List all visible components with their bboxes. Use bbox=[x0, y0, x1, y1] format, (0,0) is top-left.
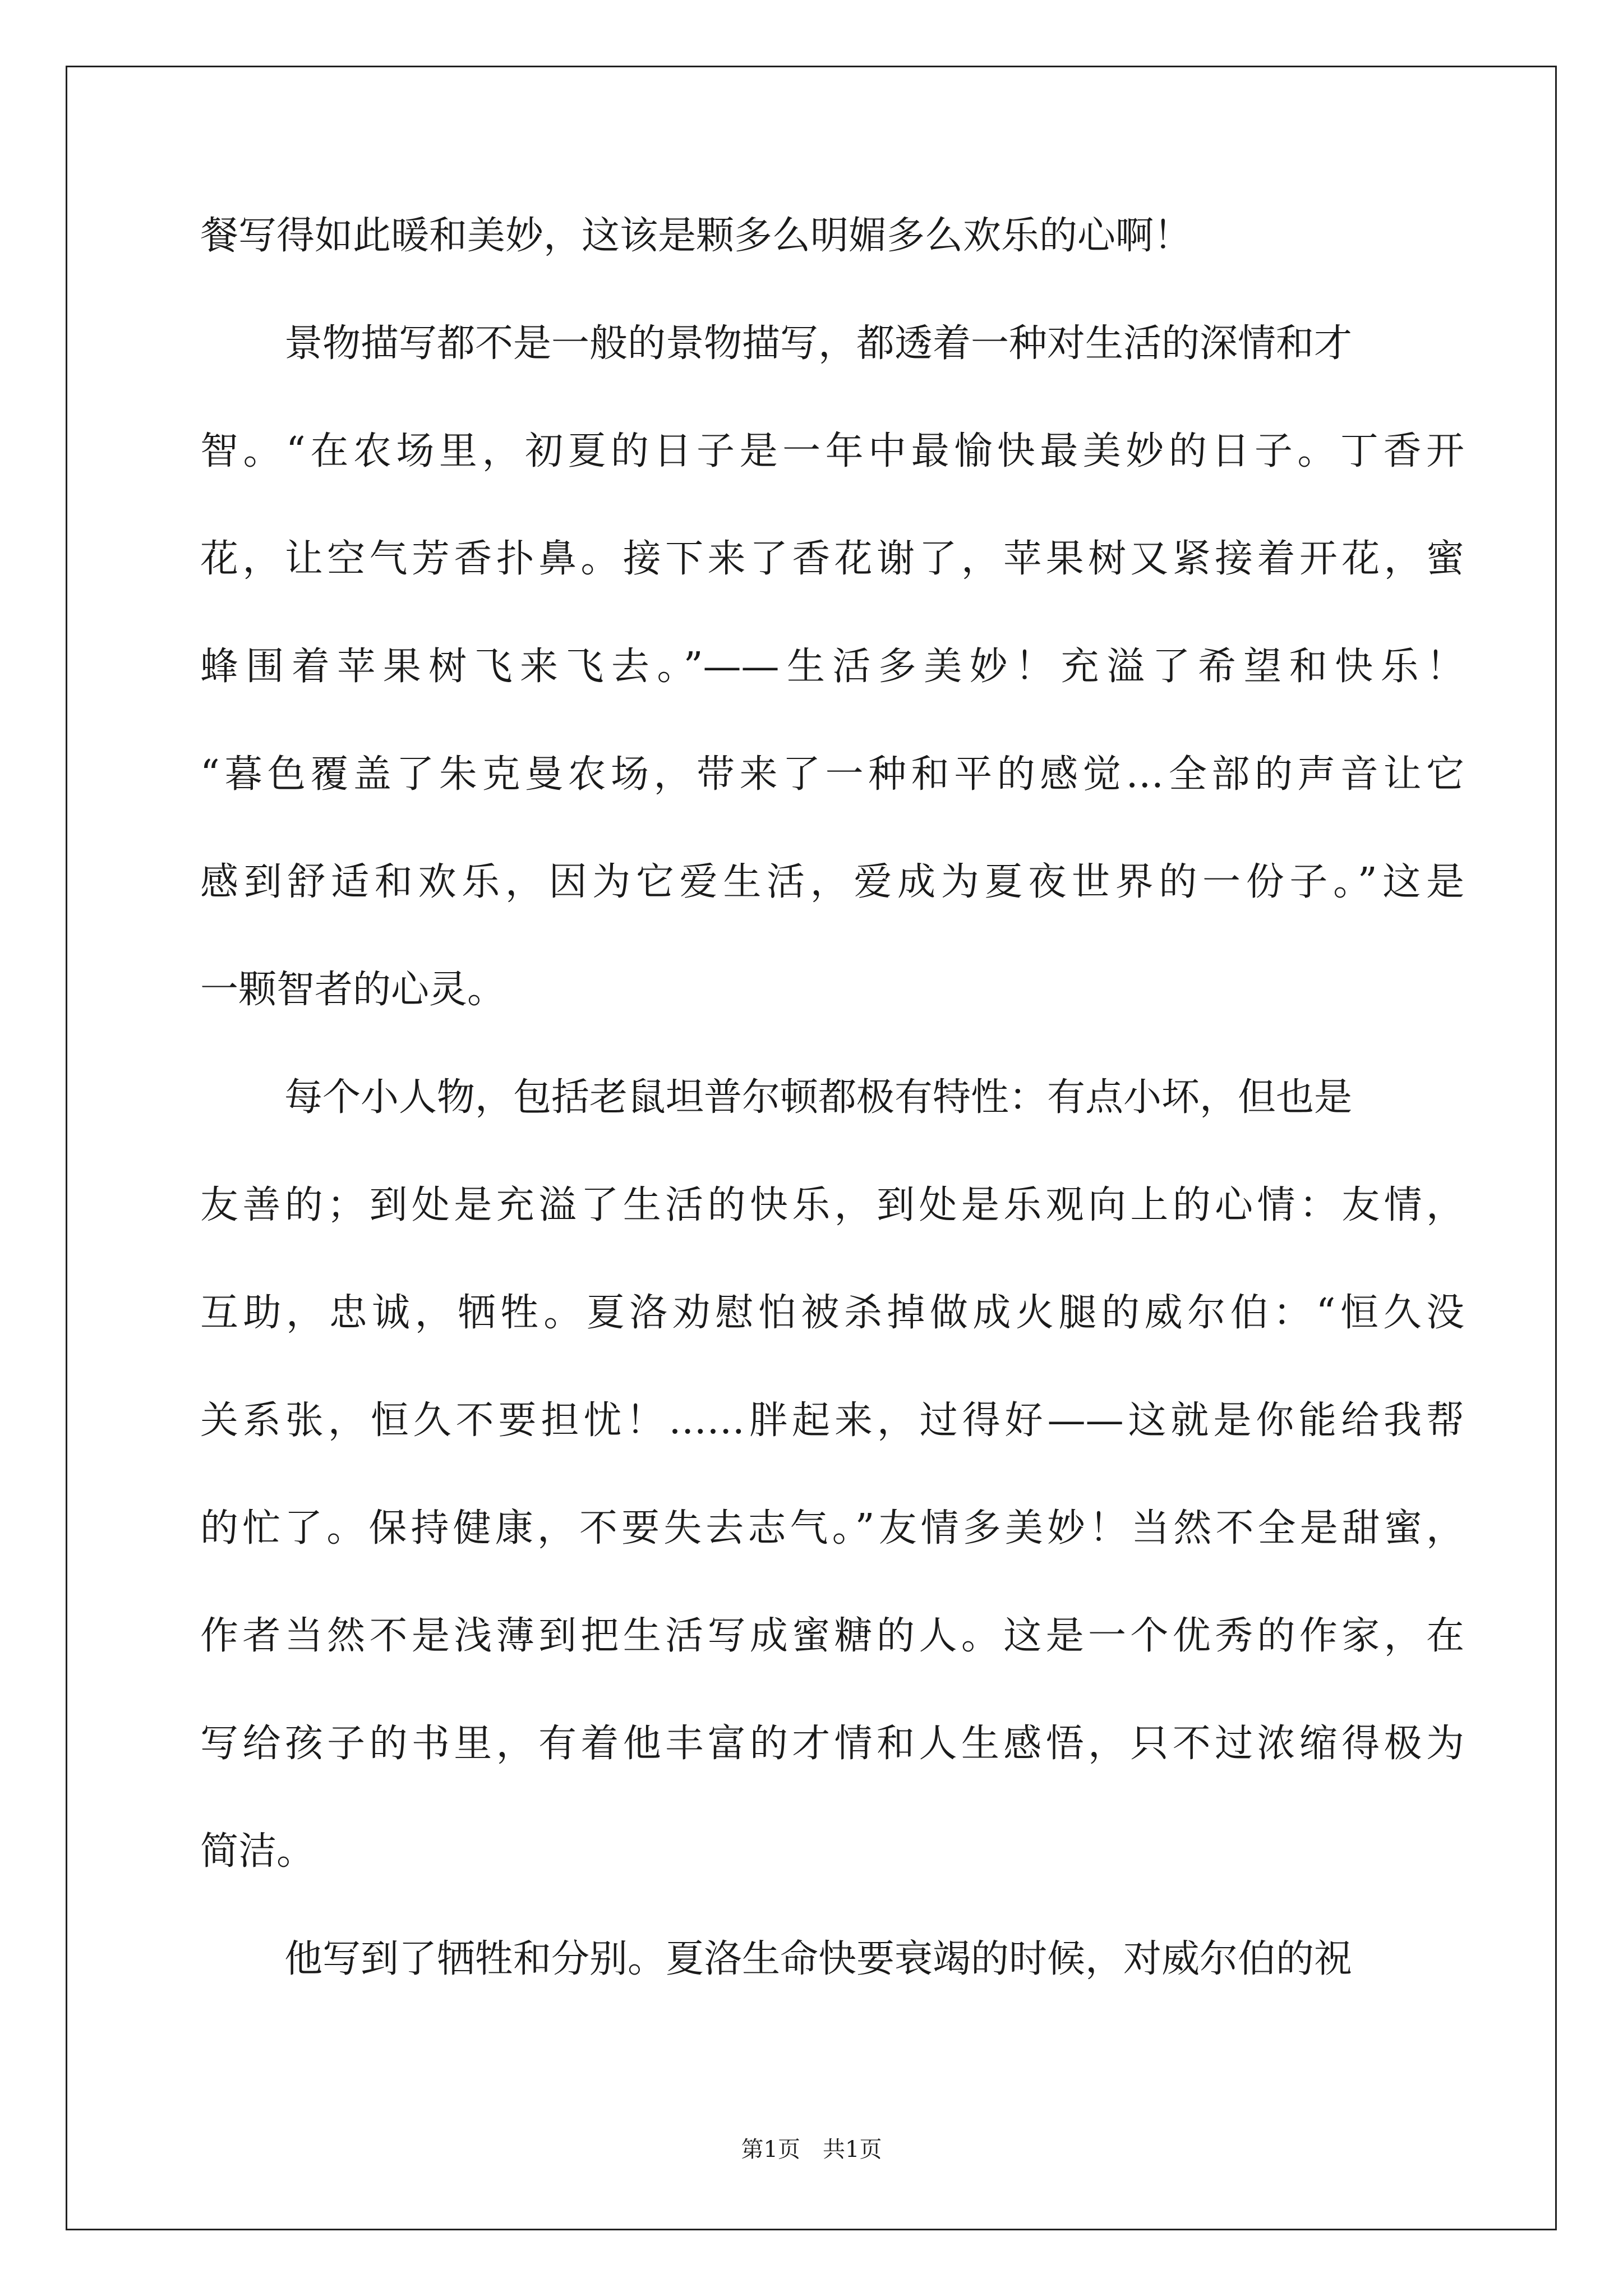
text-line-3: 智。“在农场里，初夏的日子是一年中最愉快最美妙的日子。丁香开 bbox=[200, 429, 1464, 473]
page-footer: 第1页 共1页 bbox=[741, 2137, 882, 2162]
text-line-16: 简洁。 bbox=[200, 1829, 315, 1874]
text-line-9: 每个小人物，包括老鼠坦普尔顿都极有特性：有点小坏，但也是 bbox=[284, 1075, 1353, 1120]
text-line-8: 一颗智者的心灵。 bbox=[200, 968, 506, 1012]
document-body bbox=[200, 203, 1464, 2033]
text-line-5: 蜂围着苹果树飞来飞去。”——生活多美妙！充溢了希望和快乐！ bbox=[200, 645, 1464, 689]
text-line-12: 关系张，恒久不要担忧！……胖起来，过得好——这就是你能给我帮 bbox=[200, 1398, 1464, 1443]
text-line-13: 的忙了。保持健康，不要失去志气。”友情多美妙！当然不全是甜蜜， bbox=[200, 1506, 1464, 1550]
text-line-10: 友善的；到处是充溢了生活的快乐，到处是乐观向上的心情：友情， bbox=[200, 1183, 1464, 1227]
text-line-6: “暮色覆盖了朱克曼农场，带来了一种和平的感觉…全部的声音让它 bbox=[200, 752, 1464, 797]
text-line-14: 作者当然不是浅薄到把生活写成蜜糖的人。这是一个优秀的作家，在 bbox=[200, 1614, 1464, 1658]
text-line-1: 餐写得如此暖和美妙，这该是颗多么明媚多么欢乐的心啊！ bbox=[200, 214, 1192, 258]
text-line-2: 景物描写都不是一般的景物描写，都透着一种对生活的深情和才 bbox=[284, 321, 1353, 366]
text-line-15: 写给孩子的书里，有着他丰富的才情和人生感悟，只不过浓缩得极为 bbox=[200, 1722, 1464, 1766]
text-line-4: 花，让空气芳香扑鼻。接下来了香花谢了，苹果树又紧接着开花，蜜 bbox=[200, 537, 1464, 581]
text-line-11: 互助，忠诚，牺牲。夏洛劝慰怕被杀掉做成火腿的威尔伯：“恒久没 bbox=[200, 1291, 1464, 1335]
text-line-17: 他写到了牺牲和分别。夏洛生命快要衰竭的时候，对威尔伯的祝 bbox=[284, 1937, 1353, 1981]
text-line-7: 感到舒适和欢乐，因为它爱生活，爱成为夏夜世界的一份子。”这是 bbox=[200, 860, 1464, 904]
